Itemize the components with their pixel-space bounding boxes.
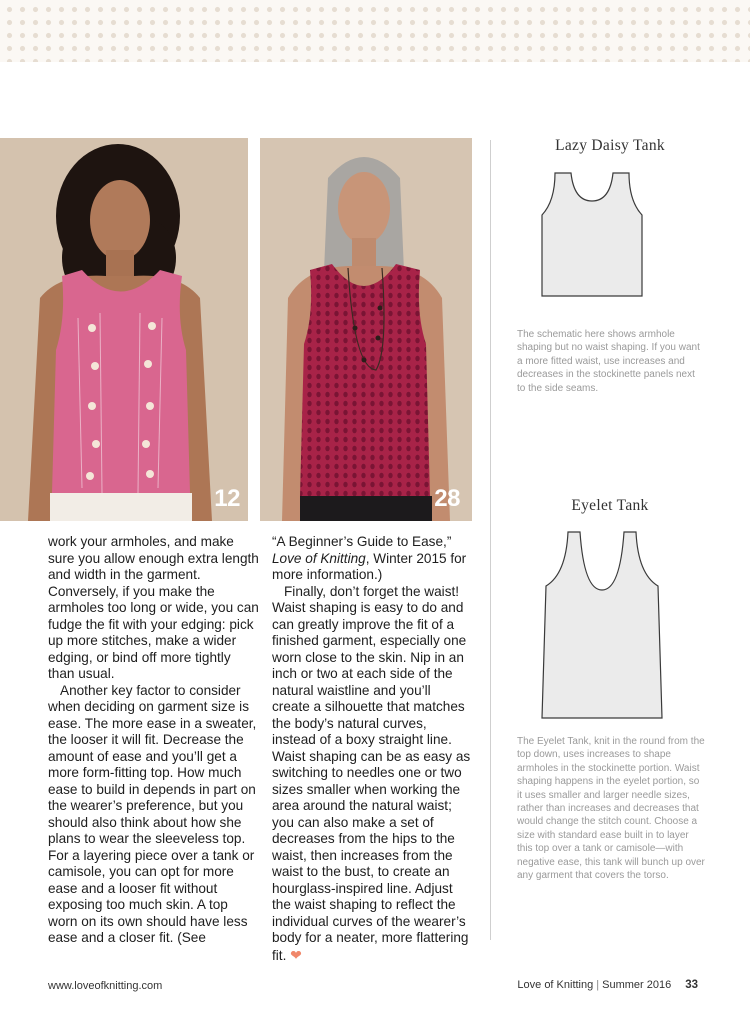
photo-eyelet-tank [260,138,472,521]
photo-lazy-daisy-tank [0,138,248,521]
schematic-caption: The schematic here shows armhole shaping but no waist shaping. If you want a more fitted waist, use increases and decreases in the stockinette panels next to the side seams. [517,329,700,394]
footer-magazine: Love of Knitting [517,979,594,991]
paragraph-text: Finally, don’t forget the waist! Waist shaping is easy to do and can greatly improve the fit of a finished garment, especially one worn close to the skin. Nip in an inch or two at each side of the natural waistline and you’ll create a silhouette that matches the body’s natural curves, instead of a boxy straight line. Waist shaping can be as easy as switching to needles one or two sizes smaller when working the area around the natural waist; you can also make a set of decreases from the hips to the waist, then increases from the waist to the bust, to create an hourglass-inspired line. Adjust the waist shaping to reflect the individual curves of the wearer’s body for a neater, more flattering fit. [272,583,471,963]
page-number: 33 [685,979,698,991]
footer-separator: | [596,979,600,991]
paragraph [272,534,472,584]
footer-issue: Summer 2016 [602,979,672,991]
schematic-title: Lazy Daisy Tank [555,137,665,154]
magazine-title: Love of Knitting [272,550,366,566]
pattern-number-badge: 28 [434,485,460,512]
lazy-daisy-schematic-diagram [540,171,644,298]
paragraph [272,584,472,965]
footer-issue-info [517,979,698,991]
pattern-number-badge: 12 [214,485,240,512]
polka-dot-header-band [0,0,750,62]
article-reference: “A Beginner’s Guide to Ease,” [272,534,452,549]
body-text-column-1 [48,534,260,947]
schematic-title: Eyelet Tank [571,497,649,514]
eyelet-tank-schematic-diagram [540,530,664,720]
reference-tail: , Winter 2015 for more information.) [272,550,467,582]
paragraph: work your armholes, and make sure you allow enough extra length and width in the garment. Conversely, if you make the armholes too long or wide, you can fudge the fit with your edging: pick up more stitches, make a wider edging, or bind off more tightly than usual. [48,534,259,681]
model-illustration-1 [0,138,248,521]
body-text-column-2 [272,534,472,964]
heart-end-mark-icon: ❤ [290,946,302,963]
column-divider [490,140,491,940]
model-illustration-2 [260,138,472,521]
schematic-caption: The Eyelet Tank, knit in the round from the top down, uses increases to shape armholes in the stockinette portion. Waist shaping happens in the eyelet portion, so it uses smaller and larger needle sizes, rather than increases and decreases that would change the stitch count. Choose a size with standard ease built in to layer this top over a tank or camisole—with negative ease, this tank will bunch up over any garment that covers the torso. [517,736,705,882]
paragraph: Another key factor to consider when deciding on garment size is ease. The more ease in a sweater, the looser it will fit. Decrease the amount of ease and you’ll get a more form-fitting top. How much ease to build in depends in part on the wearer’s preference, but you should also think about how she plans to wear the sleeveless top. For a layering piece over a tank or camisole, you can opt for more ease and a looser fit without exposing too much skin. A top worn on its own should have less ease and a closer fit. (See [48,682,257,945]
footer-website-link[interactable]: www.loveofknitting.com [48,980,163,992]
